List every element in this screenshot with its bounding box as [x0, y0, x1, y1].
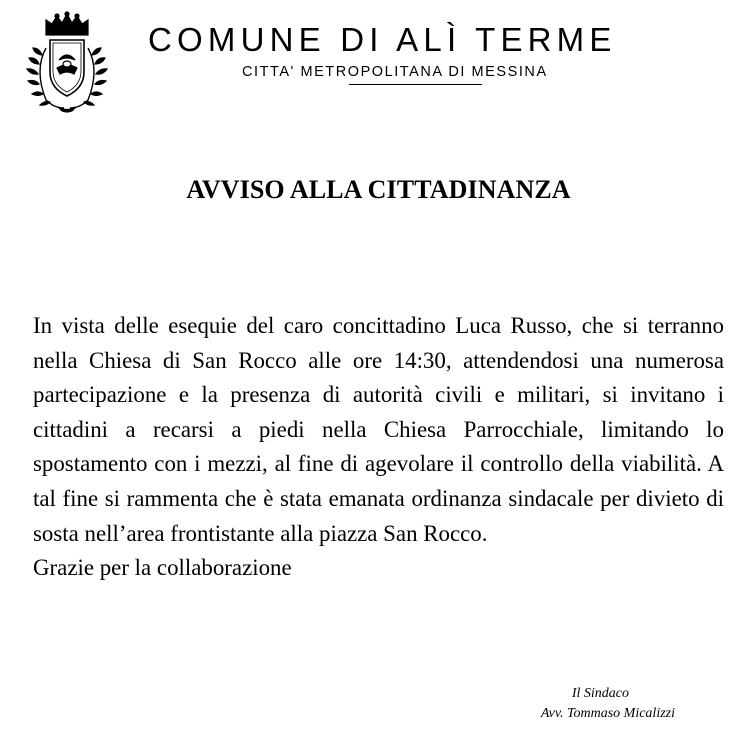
- signatory-role: Il Sindaco: [571, 686, 629, 701]
- municipal-crest-icon: [24, 10, 110, 114]
- header-underline-divider: [349, 84, 482, 85]
- municipality-name: COMUNE DI ALÌ TERME: [148, 21, 617, 58]
- notice-title: AVVISO ALLA CITTADINANZA: [186, 175, 571, 204]
- signature-block: [440, 684, 675, 724]
- metropolitan-city-subtitle: CITTA' METROPOLITANA DI MESSINA: [242, 64, 548, 80]
- signatory-name: Avv. Tommaso Micalizzi: [540, 706, 675, 721]
- notice-body: [33, 309, 724, 586]
- notice-body-paragraph: In vista delle esequie del caro concittadino Luca Russo, che si terranno nella Chiesa di San Rocco alle ore 14:30, attendendosi una numerosa partecipazione e la presenza di autorità civili e militari, si invitano i cittadini a recarsi a piedi nella Chiesa Parrocchiale, limitando lo spostamento con i mezzi, al fine di agevolare il controllo della viabilità. A tal fine si rammenta che è stata emanata ordinanza sindacale per divieto di sosta nell’area frontistante alla piazza San Rocco.: [33, 313, 724, 546]
- closing-line: Grazie per la collaborazione: [33, 555, 292, 581]
